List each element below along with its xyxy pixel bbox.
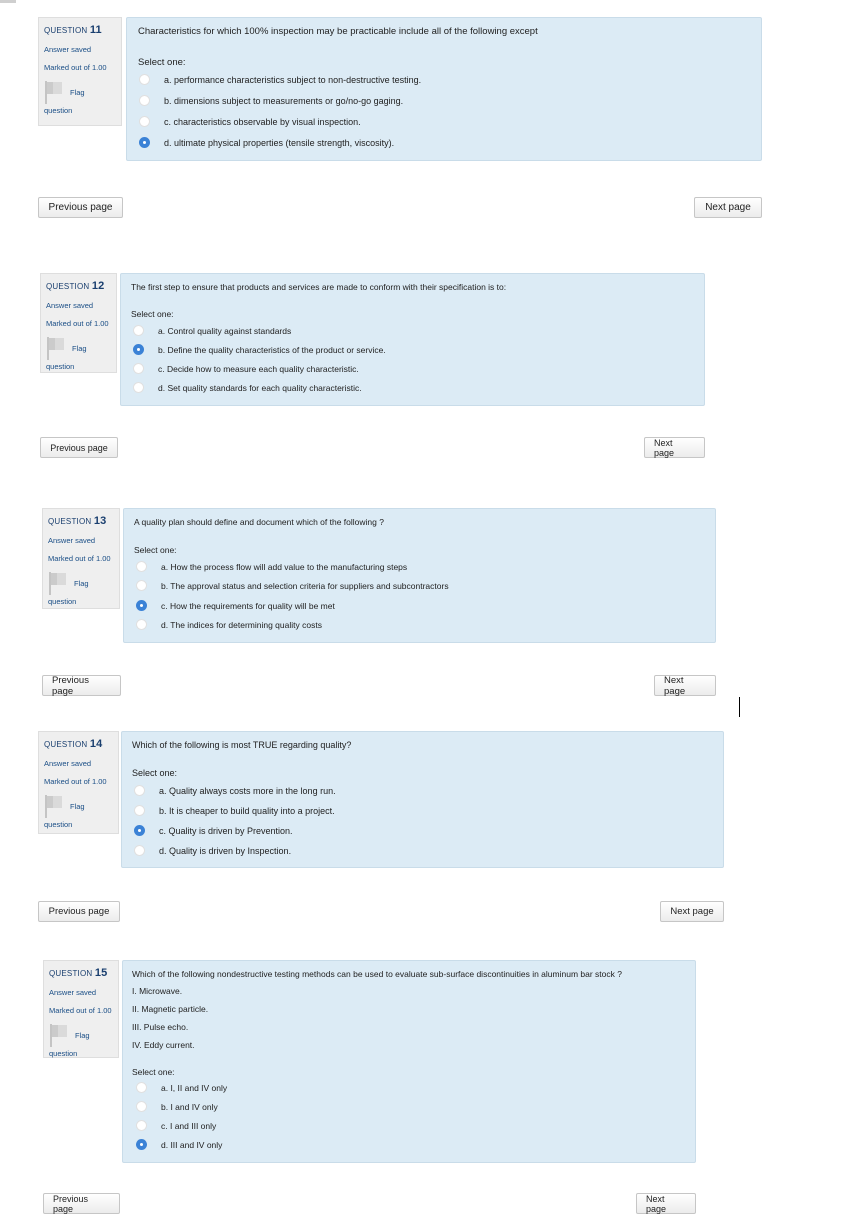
question-info	[42, 508, 120, 609]
radio-button[interactable]	[133, 363, 144, 374]
answer-option-selected[interactable]: b. Define the quality characteristics of the product or service.	[133, 344, 386, 355]
answer-option-selected[interactable]: c. How the requirements for quality will be met	[136, 600, 335, 611]
grade-info: Marked out of 1.00	[48, 554, 111, 563]
question-text: Characteristics for which 100% inspection may be practicable include all of the following except	[138, 26, 538, 37]
radio-button[interactable]	[136, 580, 147, 591]
question-text: A quality plan should define and document which of the following ?	[134, 517, 384, 527]
answer-option[interactable]: b. The approval status and selection criteria for suppliers and subcontractors	[136, 580, 449, 591]
grade-info: Marked out of 1.00	[44, 777, 107, 786]
answer-option[interactable]: a. performance characteristics subject to non-destructive testing.	[139, 74, 421, 85]
question-text: The first step to ensure that products and services are made to conform with their specification is to:	[131, 282, 507, 292]
question-number: QUESTION 11	[44, 24, 102, 36]
radio-button[interactable]	[136, 561, 147, 572]
statement-line: III. Pulse echo.	[132, 1022, 189, 1032]
previous-page-button[interactable]: Previous page	[42, 675, 121, 696]
select-one-prompt: Select one:	[138, 57, 186, 68]
top-edge-mark	[0, 0, 16, 3]
flag-label: Flag	[74, 578, 89, 588]
question-content	[122, 960, 696, 1163]
answer-option[interactable]: d. Set quality standards for each quality characteristic.	[133, 382, 362, 393]
radio-button[interactable]	[134, 805, 145, 816]
answer-option-selected[interactable]: d. III and IV only	[136, 1139, 222, 1150]
flag-icon	[44, 794, 64, 818]
answer-option[interactable]: c. Decide how to measure each quality characteristic.	[133, 363, 359, 374]
flag-icon	[49, 1023, 69, 1047]
radio-button[interactable]	[133, 382, 144, 393]
question-content	[120, 273, 705, 406]
answer-option[interactable]: a. Quality always costs more in the long run.	[134, 785, 336, 796]
question-number: QUESTION 13	[48, 515, 107, 527]
statement-line: IV. Eddy current.	[132, 1040, 195, 1050]
question-info	[40, 273, 117, 373]
answer-state: Answer saved	[46, 301, 94, 310]
answer-option[interactable]: a. I, II and IV only	[136, 1082, 227, 1093]
radio-button[interactable]	[136, 619, 147, 630]
select-one-prompt: Select one:	[132, 1067, 175, 1077]
next-page-button[interactable]: Next page	[694, 197, 762, 218]
previous-page-button[interactable]: Previous page	[38, 197, 123, 218]
answer-state: Answer saved	[48, 536, 96, 545]
statement-line: I. Microwave.	[132, 986, 183, 996]
radio-button[interactable]	[136, 1101, 147, 1112]
flag-icon	[44, 80, 64, 104]
radio-button-checked[interactable]	[133, 344, 144, 355]
answer-option[interactable]: a. How the process flow will add value to the manufacturing steps	[136, 561, 407, 572]
answer-option-selected[interactable]: c. Quality is driven by Prevention.	[134, 825, 293, 836]
answer-state: Answer saved	[44, 45, 92, 54]
answer-option[interactable]: c. I and III only	[136, 1120, 216, 1131]
answer-option[interactable]: c. characteristics observable by visual inspection.	[139, 116, 361, 127]
question-info	[43, 960, 119, 1058]
grade-info: Marked out of 1.00	[46, 319, 109, 328]
radio-button-checked[interactable]	[139, 137, 150, 148]
flag-question-toggle[interactable]	[44, 80, 116, 104]
flag-label: Flag	[72, 343, 87, 353]
radio-button-checked[interactable]	[136, 600, 147, 611]
radio-button[interactable]	[139, 116, 150, 127]
radio-button[interactable]	[136, 1082, 147, 1093]
previous-page-button[interactable]: Previous page	[40, 437, 118, 458]
flag-icon	[46, 336, 66, 360]
statement-line: II. Magnetic particle.	[132, 1004, 209, 1014]
flag-label: Flag	[70, 87, 85, 97]
flag-question-toggle[interactable]	[46, 336, 111, 360]
flag-label-question: question	[44, 106, 73, 115]
answer-option[interactable]: b. I and IV only	[136, 1101, 218, 1112]
grade-info: Marked out of 1.00	[44, 63, 107, 72]
select-one-prompt: Select one:	[134, 545, 177, 555]
question-text: Which of the following nondestructive testing methods can be used to evaluate sub-surface discontinuities in aluminum bar stock ?	[132, 969, 622, 979]
flag-icon	[48, 571, 68, 595]
question-text: Which of the following is most TRUE regarding quality?	[132, 740, 352, 750]
answer-option-selected[interactable]: d. ultimate physical properties (tensile strength, viscosity).	[139, 137, 394, 148]
answer-state: Answer saved	[49, 988, 97, 997]
flag-question-toggle[interactable]	[44, 794, 113, 818]
next-page-button[interactable]: Next page	[654, 675, 716, 696]
flag-question-toggle[interactable]	[49, 1023, 113, 1047]
answer-option[interactable]: b. It is cheaper to build quality into a project.	[134, 805, 335, 816]
question-number: QUESTION 15	[49, 967, 108, 979]
radio-button[interactable]	[136, 1120, 147, 1131]
text-cursor	[739, 697, 740, 717]
radio-button[interactable]	[134, 845, 145, 856]
question-content	[126, 17, 762, 161]
question-info	[38, 731, 119, 834]
question-content	[121, 731, 724, 868]
next-page-button[interactable]: Next page	[660, 901, 724, 922]
radio-button[interactable]	[139, 95, 150, 106]
radio-button[interactable]	[133, 325, 144, 336]
flag-label-question: question	[46, 362, 75, 371]
radio-button-checked[interactable]	[136, 1139, 147, 1150]
radio-button-checked[interactable]	[134, 825, 145, 836]
next-page-button[interactable]: Next page	[636, 1193, 696, 1214]
question-number: QUESTION 14	[44, 738, 103, 750]
flag-label-question: question	[48, 597, 77, 606]
answer-option[interactable]: a. Control quality against standards	[133, 325, 291, 336]
question-number: QUESTION 12	[46, 280, 105, 292]
next-page-button[interactable]: Next page	[644, 437, 705, 458]
flag-label-question: question	[49, 1049, 78, 1058]
select-one-prompt: Select one:	[131, 309, 174, 319]
answer-option[interactable]: d. The indices for determining quality costs	[136, 619, 322, 630]
previous-page-button[interactable]: Previous page	[43, 1193, 120, 1214]
flag-question-toggle[interactable]	[48, 571, 114, 595]
answer-state: Answer saved	[44, 759, 92, 768]
question-content	[123, 508, 716, 643]
flag-label: Flag	[75, 1030, 90, 1040]
grade-info: Marked out of 1.00	[49, 1006, 112, 1015]
select-one-prompt: Select one:	[132, 768, 178, 778]
answer-option[interactable]: b. dimensions subject to measurements or go/no-go gaging.	[139, 95, 403, 106]
question-info	[38, 17, 122, 126]
radio-button[interactable]	[139, 74, 150, 85]
flag-label: Flag	[70, 801, 85, 811]
radio-button[interactable]	[134, 785, 145, 796]
answer-option[interactable]: d. Quality is driven by Inspection.	[134, 845, 291, 856]
previous-page-button[interactable]: Previous page	[38, 901, 120, 922]
flag-label-question: question	[44, 820, 73, 829]
